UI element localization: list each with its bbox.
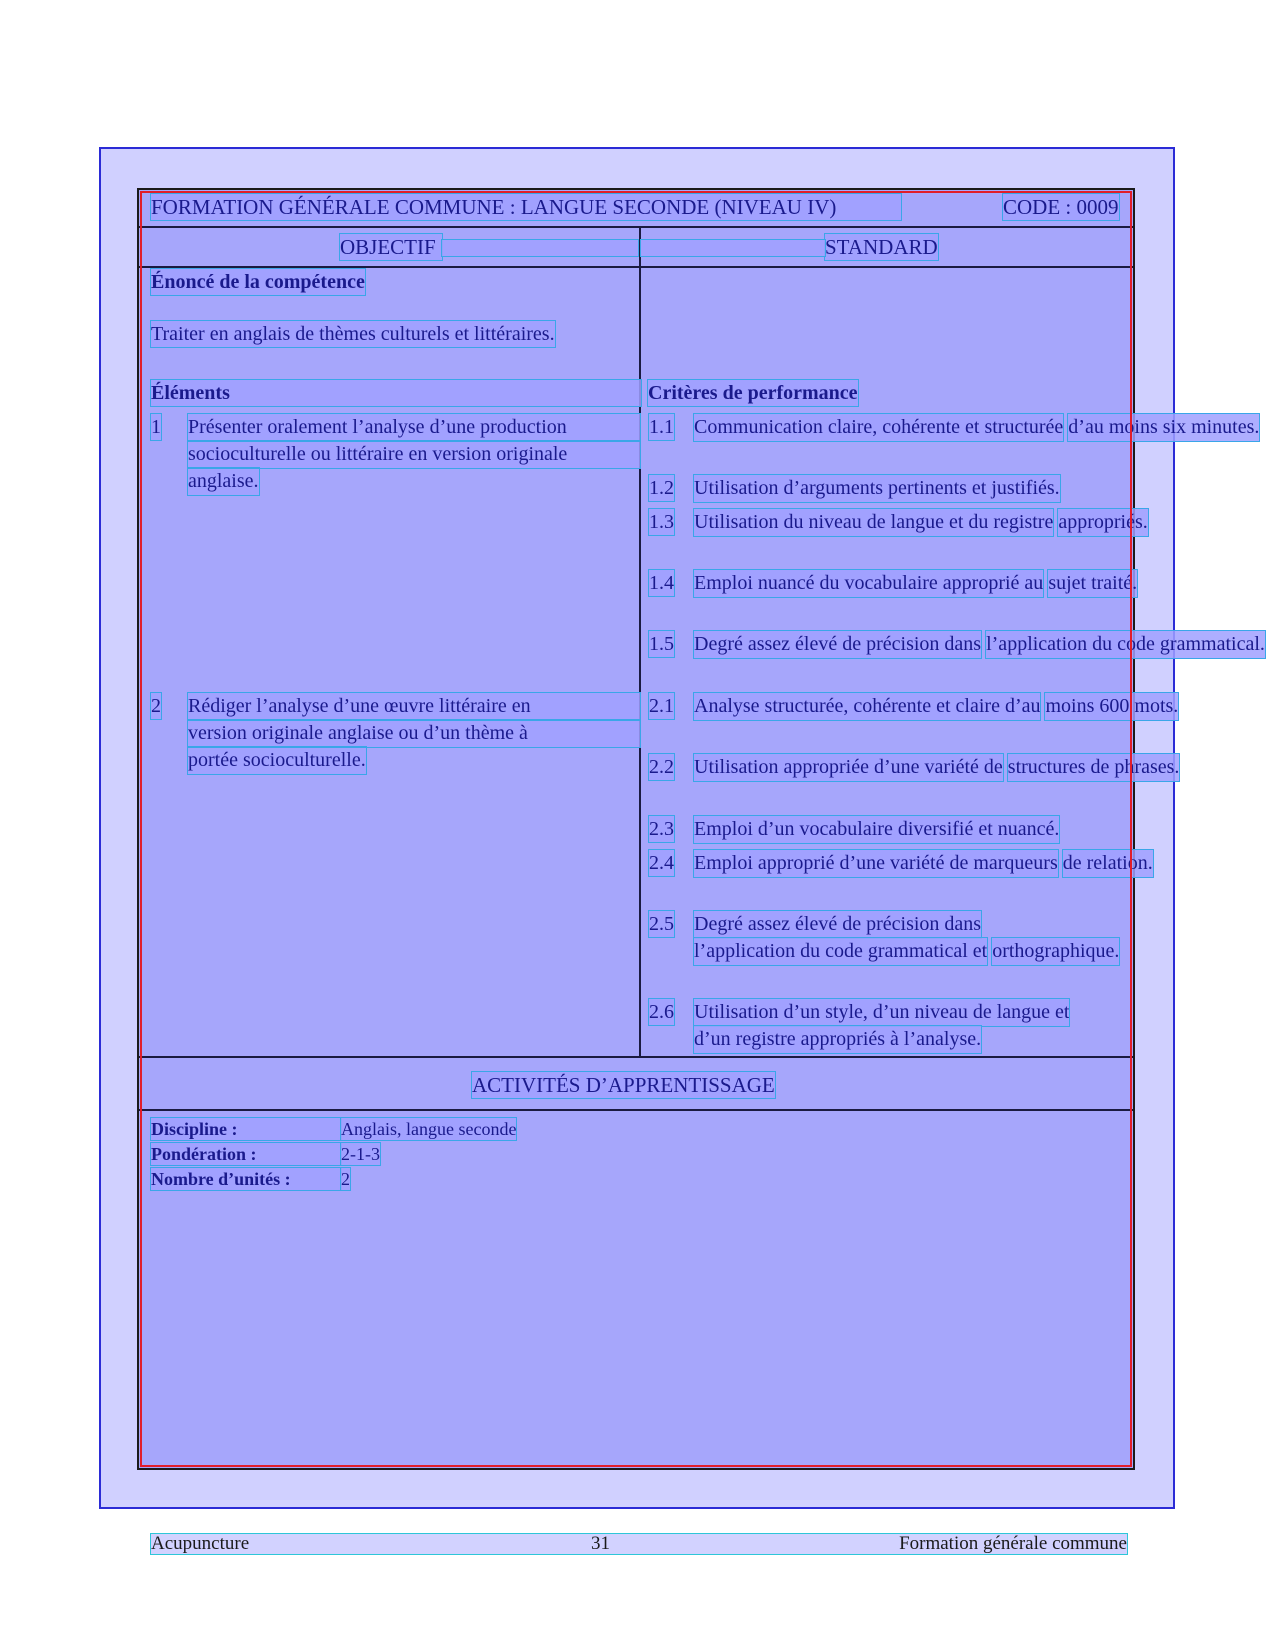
objectif-band bbox=[442, 240, 638, 256]
discipline-value: Anglais, langue seconde bbox=[341, 1119, 517, 1139]
column-divider bbox=[639, 227, 641, 1056]
footer-right: Formation générale commune bbox=[899, 1533, 1127, 1554]
rule-above-activities bbox=[139, 1056, 1133, 1058]
unites-label: Nombre d’unités : bbox=[151, 1168, 341, 1190]
activities-heading: ACTIVITÉS D’APPRENTISSAGE bbox=[472, 1073, 775, 1097]
critere-number: 1.2 bbox=[649, 477, 674, 499]
element-number: 2 bbox=[151, 695, 161, 717]
page-footer bbox=[150, 1533, 1128, 1555]
objectif-heading: OBJECTIF bbox=[340, 234, 442, 260]
critere-text: Emploi approprié d’une variété de marqueurs de relation. bbox=[694, 850, 1153, 877]
critere-text: Utilisation d’un style, d’un niveau de langue et d’un registre appropriés à l’analyse. bbox=[694, 999, 1275, 1053]
critere-text: Communication claire, cohérente et structurée d’au moins six minutes. bbox=[694, 414, 1259, 441]
table-title: FORMATION GÉNÉRALE COMMUNE : LANGUE SECONDE (NIVEAU IV) bbox=[151, 194, 901, 220]
standard-band bbox=[641, 240, 825, 256]
critere-text: Utilisation d’arguments pertinents et justifiés. bbox=[694, 475, 1060, 502]
critere-text: Analyse structurée, cohérente et claire d’au moins 600 mots. bbox=[694, 693, 1178, 720]
critere-number: 1.1 bbox=[649, 416, 674, 438]
rule-under-header bbox=[139, 226, 1133, 228]
critere-text: Emploi nuancé du vocabulaire approprié au sujet traité. bbox=[694, 570, 1137, 597]
criteres-heading: Critères de performance bbox=[648, 382, 858, 404]
standard-heading: STANDARD bbox=[825, 235, 938, 259]
element-number: 1 bbox=[151, 416, 161, 438]
enonce-text: Traiter en anglais de thèmes culturels et littéraires. bbox=[151, 323, 555, 345]
critere-number: 2.2 bbox=[649, 756, 674, 778]
critere-text: Degré assez élevé de précision dans l’application du code grammatical et orthographique. bbox=[694, 911, 1275, 965]
critere-number: 1.3 bbox=[649, 511, 674, 533]
footer-left: Acupuncture bbox=[151, 1533, 250, 1554]
critere-number: 2.3 bbox=[649, 818, 674, 840]
enonce-heading: Énoncé de la compétence bbox=[151, 271, 365, 293]
discipline-label: Discipline : bbox=[151, 1118, 341, 1140]
element-text: Rédiger l’analyse d’une œuvre littéraire en version originale anglaise ou d’un thème à portée socioculturelle. bbox=[188, 693, 640, 774]
critere-number: 1.5 bbox=[649, 633, 674, 655]
critere-number: 1.4 bbox=[649, 572, 674, 594]
critere-text: Utilisation du niveau de langue et du registre appropriés. bbox=[694, 509, 1148, 536]
critere-text: Utilisation appropriée d’une variété de structures de phrases. bbox=[694, 754, 1179, 781]
critere-text: Degré assez élevé de précision dans l’application du code grammatical. bbox=[694, 631, 1265, 658]
ponderation-value: 2-1-3 bbox=[341, 1144, 380, 1164]
code-label: CODE : 0009 bbox=[1003, 195, 1119, 219]
ponderation-label: Pondération : bbox=[151, 1143, 341, 1165]
unites-value: 2 bbox=[341, 1169, 350, 1189]
critere-number: 2.5 bbox=[649, 913, 674, 935]
page-number: 31 bbox=[591, 1533, 610, 1554]
critere-number: 2.4 bbox=[649, 852, 674, 874]
critere-text: Emploi d’un vocabulaire diversifié et nuancé. bbox=[694, 816, 1059, 843]
critere-number: 2.6 bbox=[649, 1001, 674, 1023]
rule-under-activities bbox=[139, 1109, 1133, 1111]
element-text: Présenter oralement l’analyse d’une production socioculturelle ou littéraire en version originale anglaise. bbox=[188, 414, 640, 495]
critere-number: 2.1 bbox=[649, 695, 674, 717]
rule-under-columns bbox=[139, 266, 1133, 268]
elements-heading: Éléments bbox=[151, 380, 641, 406]
